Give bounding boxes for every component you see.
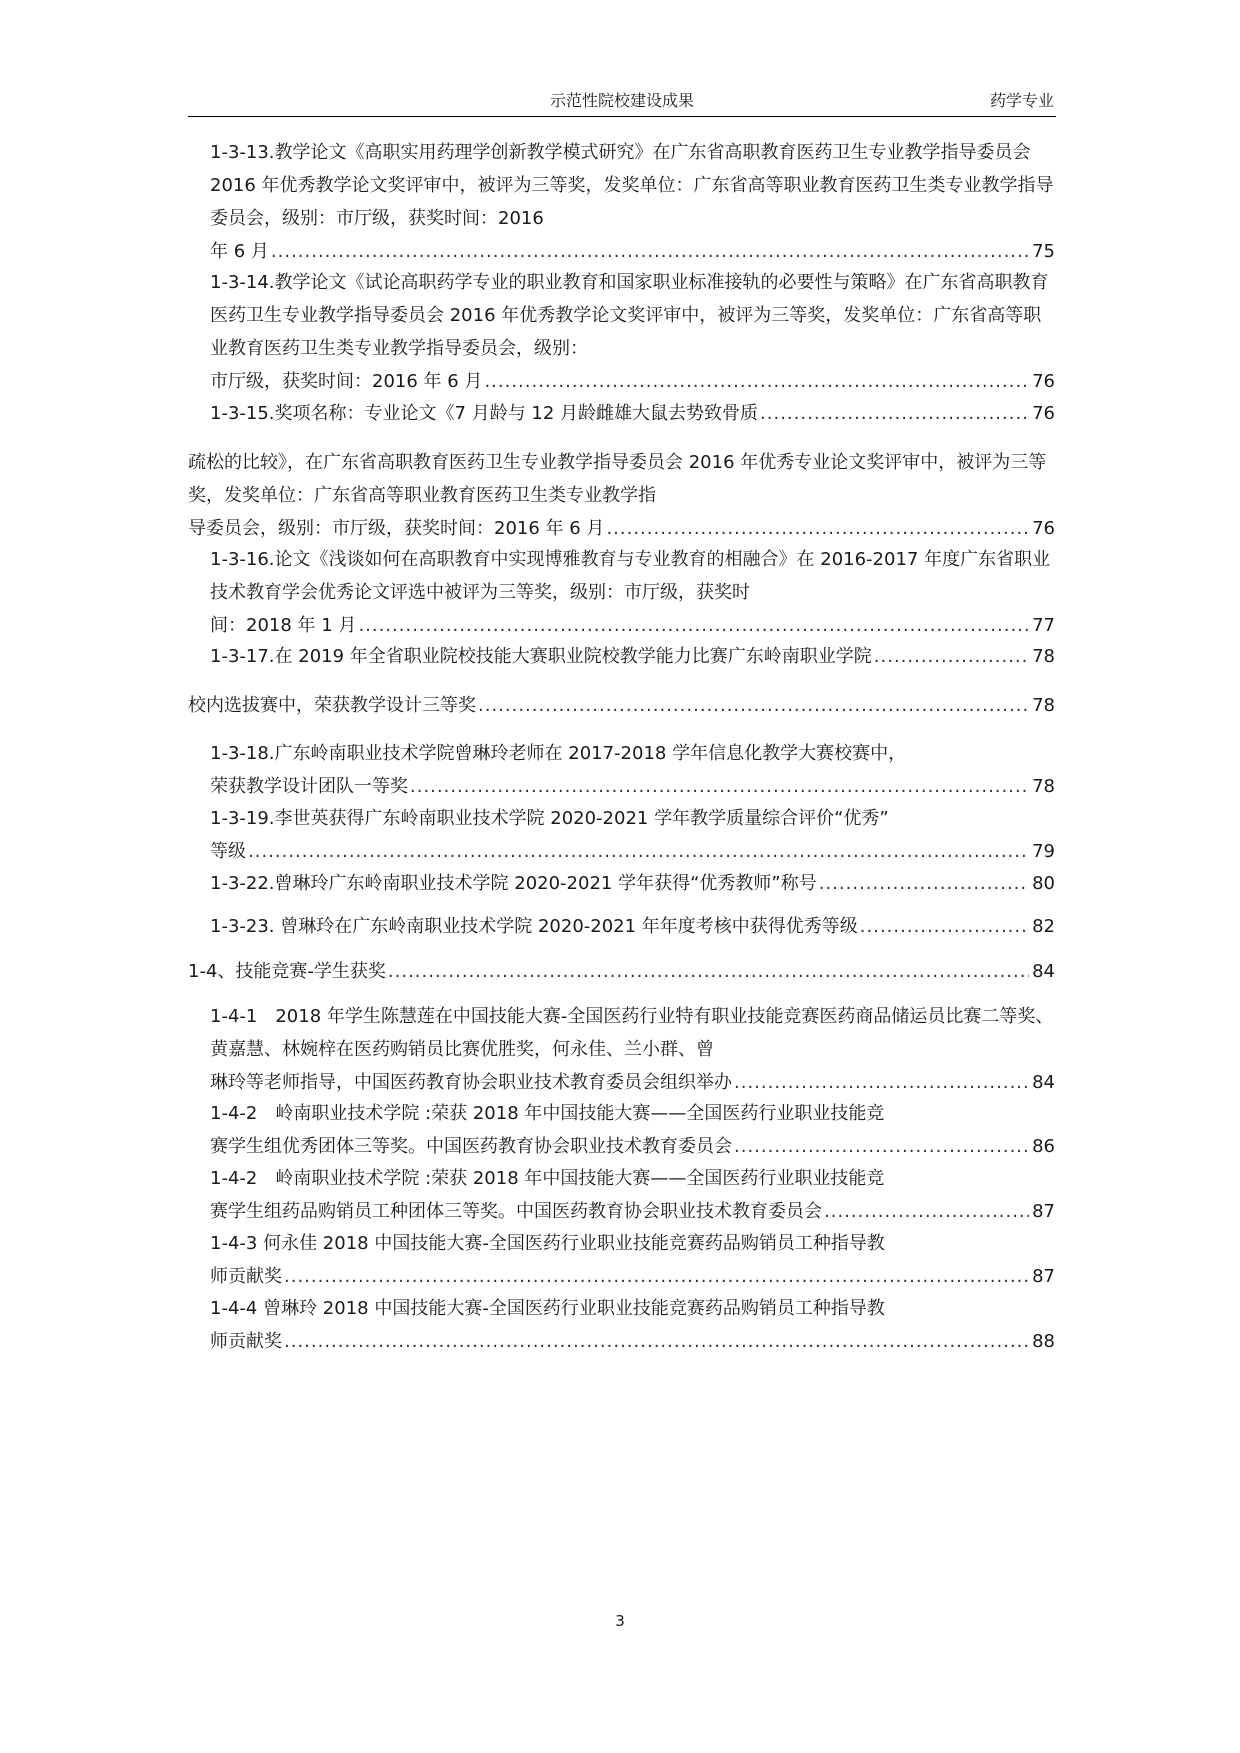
dot-leader (734, 1130, 1029, 1163)
toc-entry-text: 1-4-2 岭南职业技术学院 :荣获 2018 年中国技能大赛——全国医药行业职业技能竞 (210, 1103, 885, 1124)
toc-page-number: 84 (1032, 1072, 1055, 1093)
dot-leader (860, 910, 1029, 943)
header-section: 药学专业 (989, 91, 1054, 110)
toc-entry-text-end: 1-3-15.奖项名称：专业论文《7 月龄与 12 月龄雌雄大鼠去势致骨质 (210, 403, 759, 424)
toc-entry-text-end: 1-3-17.在 2019 年全省职业院校技能大赛职业院校教学能力比赛广东岭南职业学院 (210, 646, 872, 667)
toc-entry-text-end: 间：2018 年 1 月 (210, 615, 357, 636)
toc-entry-text-end: 年 6 月 (210, 241, 269, 262)
toc-entry-text: 1-3-16.论文《浅谈如何在高职教育中实现博雅教育与专业教育的相融合》在 2016-2017 年度广东省职业技术教育学会优秀论文评选中被评为三等奖，级别：市厅级，获奖时 (210, 549, 1051, 603)
toc-entry-1-4-3[interactable] (188, 1227, 1055, 1293)
toc-entry-1-4-1[interactable] (188, 1000, 1055, 1099)
footer-page-number: 3 (615, 1612, 625, 1630)
toc-entry-text: 疏松的比较》，在广东省高职教育医药卫生专业教学指导委员会 2016 年优秀专业论文奖评审中，被评为三等奖，发奖单位：广东省高等职业教育医药卫生类专业教学指 (188, 452, 1047, 506)
toc-page-number: 87 (1032, 1266, 1055, 1287)
toc-entry-1-3-23[interactable] (188, 910, 1055, 943)
toc-entry-text: 1-3-14.教学论文《试论高职药学专业的职业教育和国家职业标准接轨的必要性与策略》在广东省高职教育医药卫生专业教学指导委员会 2016 年优秀教学论文奖评审中，被评为三等奖，发奖单位：广东省高等职业教育医药卫生类专业教学指导委员会，级别： (210, 272, 1049, 359)
dot-leader (284, 1260, 1029, 1293)
toc-entry-1-4-4[interactable] (188, 1292, 1055, 1358)
toc-page-number: 78 (1032, 776, 1055, 797)
toc-page-number: 76 (1032, 403, 1055, 424)
header-title: 示范性院校建设成果 (549, 91, 694, 110)
dot-leader (478, 689, 1029, 722)
toc-entry-1-4-2-a[interactable] (188, 1097, 1055, 1163)
toc-entry-text-end: 师贡献奖 (210, 1266, 282, 1287)
toc-entry-1-3-22[interactable] (188, 867, 1055, 900)
toc-page-number: 88 (1032, 1331, 1055, 1352)
toc-page-number: 75 (1032, 241, 1055, 262)
dot-leader (760, 397, 1029, 430)
toc-page-number: 76 (1032, 371, 1055, 392)
dot-leader (284, 1325, 1029, 1358)
dot-leader (734, 1066, 1029, 1099)
toc-page-number: 78 (1032, 646, 1055, 667)
toc-page-number: 84 (1032, 961, 1055, 982)
toc-entry-text-end: 琳玲等老师指导，中国医药教育协会职业技术教育委员会组织举办 (210, 1072, 732, 1093)
toc-entry-1-4[interactable] (188, 955, 1055, 988)
dot-leader (484, 365, 1029, 398)
toc-entry-text: 1-3-18.广东岭南职业技术学院曾琳玲老师在 2017-2018 学年信息化教学大赛校赛中， (210, 743, 907, 764)
dot-leader (388, 955, 1029, 988)
toc-entry-1-3-15-continued[interactable] (188, 446, 1055, 545)
toc-entry-1-3-15[interactable] (188, 397, 1055, 430)
toc-entry-text: 1-4-2 岭南职业技术学院 :荣获 2018 年中国技能大赛——全国医药行业职业技能竞 (210, 1168, 885, 1189)
toc-page-number: 80 (1032, 873, 1055, 894)
toc-entry-text-end: 导委员会，级别：市厅级，获奖时间：2016 年 6 月 (188, 518, 605, 539)
toc-entry-text-end: 等级 (210, 841, 246, 862)
toc-page-number: 87 (1032, 1201, 1055, 1222)
toc-entry-1-3-16[interactable] (188, 543, 1055, 642)
dot-leader (819, 867, 1029, 900)
toc-entry-text-end: 1-3-23. 曾琳玲在广东岭南职业技术学院 2020-2021 年年度考核中获得优秀等级 (210, 916, 858, 937)
toc-page-number: 82 (1032, 916, 1055, 937)
dot-leader (824, 1195, 1029, 1228)
dot-leader (410, 770, 1029, 803)
toc-entry-1-4-2-b[interactable] (188, 1162, 1055, 1228)
toc-entry-text: 1-3-19.李世英获得广东岭南职业技术学院 2020-2021 学年教学质量综合评价“优秀” (210, 808, 889, 829)
toc-entry-text-end: 赛学生组药品购销员工种团体三等奖。中国医药教育协会职业技术教育委员会 (210, 1201, 822, 1222)
toc-entry-text-end: 校内选拔赛中，荣获教学设计三等奖 (188, 695, 476, 716)
toc-page-number: 76 (1032, 518, 1055, 539)
toc-entry-text: 1-4-3 何永佳 2018 中国技能大赛-全国医药行业职业技能竞赛药品购销员工种指导教 (210, 1233, 885, 1254)
toc-entry-text-end: 赛学生组优秀团体三等奖。中国医药教育协会职业技术教育委员会 (210, 1136, 732, 1157)
toc-entry-text-end: 师贡献奖 (210, 1331, 282, 1352)
toc-page-number: 79 (1032, 841, 1055, 862)
dot-leader (271, 235, 1029, 268)
table-of-contents (188, 0, 1055, 1600)
toc-entry-text-end: 1-4、技能竞赛-学生获奖 (188, 961, 386, 982)
dot-leader (248, 835, 1029, 868)
toc-entry-text-end: 荣获教学设计团队一等奖 (210, 776, 408, 797)
toc-page-number: 78 (1032, 695, 1055, 716)
toc-entry-text: 1-4-4 曾琳玲 2018 中国技能大赛-全国医药行业职业技能竞赛药品购销员工种指导教 (210, 1298, 885, 1319)
dot-leader (874, 640, 1029, 673)
dot-leader (606, 512, 1029, 545)
toc-entry-1-3-17-continued[interactable] (188, 689, 1055, 722)
toc-entry-text: 1-3-13.教学论文《高职实用药理学创新教学模式研究》在广东省高职教育医药卫生专业教学指导委员会 2016 年优秀教学论文奖评审中，被评为三等奖，发奖单位：广东省高等职业教育医药卫生类专业教学指导委员会，级别：市厅级，获奖时间：2016 (210, 142, 1054, 229)
toc-entry-1-3-18[interactable] (188, 737, 1055, 803)
toc-entry-text-end: 市厅级，获奖时间：2016 年 6 月 (210, 371, 483, 392)
toc-entry-1-3-13[interactable] (188, 136, 1055, 268)
toc-entry-1-3-14[interactable] (188, 266, 1055, 398)
toc-page-number: 77 (1032, 615, 1055, 636)
toc-entry-1-3-19[interactable] (188, 802, 1055, 868)
toc-entry-1-3-17[interactable] (188, 640, 1055, 673)
toc-entry-text-end: 1-3-22.曾琳玲广东岭南职业技术学院 2020-2021 学年获得“优秀教师”称号 (210, 873, 817, 894)
toc-page-number: 86 (1032, 1136, 1055, 1157)
toc-entry-text: 1-4-1 2018 年学生陈慧莲在中国技能大赛-全国医药行业特有职业技能竞赛医药商品储运员比赛二等奖、黄嘉慧、林婉梓在医药购销员比赛优胜奖，何永佳、兰小群、曾 (210, 1006, 1054, 1060)
dot-leader (358, 609, 1029, 642)
